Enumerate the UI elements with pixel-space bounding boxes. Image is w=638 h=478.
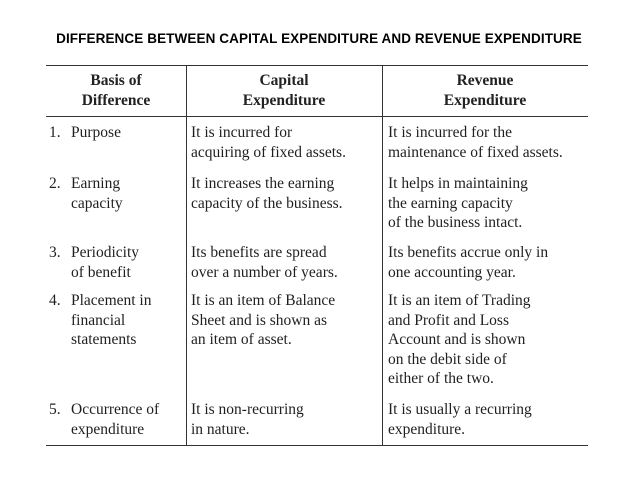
row-number: 3.: [49, 244, 61, 261]
header-capital: Capital Expenditure: [242, 72, 326, 109]
table-bottom-rule: [46, 445, 588, 446]
capital-cell: It increases the earning capacity of the business.: [191, 175, 343, 212]
revenue-cell: Its benefits accrue only in one accounting year.: [388, 244, 549, 281]
row-number: 2.: [49, 175, 61, 192]
capital-cell: It is non-recurring in nature.: [191, 401, 304, 438]
table-header-rule: [46, 116, 588, 117]
revenue-cell: It is usually a recurring expenditure.: [388, 401, 532, 438]
header-revenue: Revenue Expenditure: [443, 72, 527, 109]
basis-text: Placement in financial statements: [71, 292, 152, 348]
revenue-cell: It is incurred for the maintenance of fixed assets.: [388, 124, 563, 161]
capital-cell: It is incurred for acquiring of fixed assets.: [191, 124, 346, 161]
row-number: 1.: [49, 124, 61, 141]
row-number: 4.: [49, 292, 61, 309]
basis-text: Purpose: [71, 124, 121, 141]
table-top-rule: [46, 65, 588, 66]
header-basis: Basis of Difference: [81, 72, 151, 109]
capital-cell: Its benefits are spread over a number of years.: [191, 244, 338, 281]
revenue-cell: It is an item of Trading and Profit and Loss Account and is shown on the debit side of either of the two.: [388, 292, 531, 387]
basis-text: Earning capacity: [71, 175, 123, 212]
page-title: DIFFERENCE BETWEEN CAPITAL EXPENDITURE AND REVENUE EXPENDITURE: [56, 31, 582, 46]
revenue-cell: It helps in maintaining the earning capacity of the business intact.: [388, 175, 528, 231]
capital-cell: It is an item of Balance Sheet and is shown as an item of asset.: [191, 292, 336, 348]
basis-text: Occurrence of expenditure: [71, 401, 160, 438]
basis-text: Periodicity of benefit: [71, 244, 140, 281]
row-number: 5.: [49, 401, 61, 418]
